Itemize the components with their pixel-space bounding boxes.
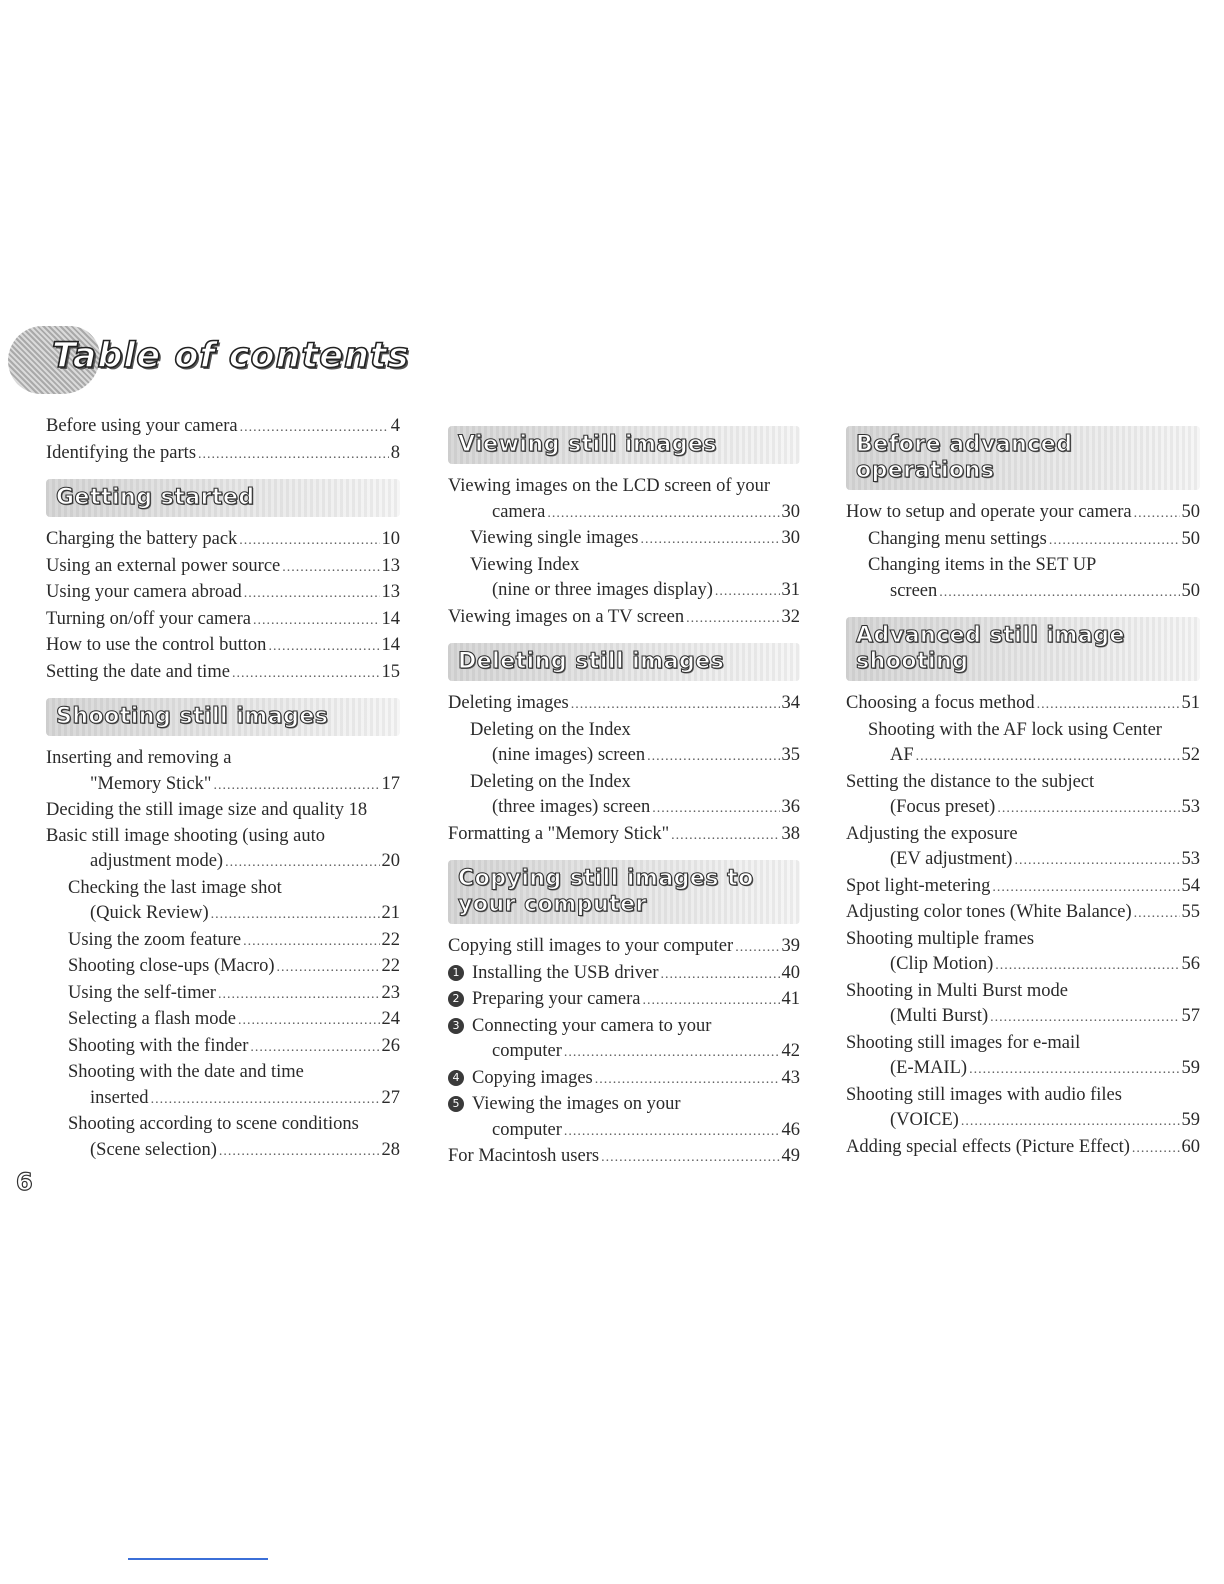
toc-title [6, 322, 426, 402]
toc-entry-title: (three images) screen [492, 797, 651, 817]
toc-entry[interactable] [448, 770, 800, 796]
toc-entry-title: Formatting a "Memory Stick" [448, 823, 670, 844]
dot-leader [564, 1040, 780, 1066]
toc-entry[interactable] [846, 1004, 1200, 1031]
toc-entry-title: Inserting and removing a [46, 748, 232, 768]
toc-entry[interactable] [448, 1066, 800, 1093]
toc-entry-title: Selecting a flash mode [68, 1009, 236, 1029]
toc-entry-title: How to setup and operate your camera [846, 502, 1132, 522]
dot-leader [601, 1145, 779, 1171]
dot-leader [571, 692, 780, 718]
dot-leader [564, 1119, 780, 1145]
section-heading [46, 698, 400, 736]
toc-entry-title: Shooting with the date and time [68, 1062, 304, 1082]
toc-entry-page: 20 [381, 851, 400, 871]
toc-entry[interactable] [46, 746, 400, 772]
toc-entry-title: Installing the USB driver [472, 962, 659, 983]
toc-entry-page: 41 [781, 989, 800, 1009]
toc-entry[interactable] [46, 633, 400, 660]
toc-entry[interactable] [46, 876, 400, 902]
page-number: 6 [16, 1168, 33, 1196]
toc-entry-title: Preparing your camera [472, 989, 641, 1009]
toc-entry-page: 28 [381, 1139, 400, 1160]
toc-entry-title: Charging the battery pack [46, 529, 238, 549]
toc-entry[interactable] [448, 605, 800, 632]
toc-entry-page: 59 [1181, 1058, 1200, 1078]
toc-entry-page: 49 [781, 1146, 800, 1166]
toc-entry-page: 13 [381, 582, 400, 602]
toc-entry-title: (Multi Burst) [890, 1006, 989, 1026]
dot-leader [715, 579, 780, 605]
toc-entry-title: How to use the control button [46, 635, 267, 655]
toc-entry-title: (VOICE) [890, 1110, 959, 1130]
toc-entry-title: (Quick Review) [90, 903, 209, 923]
toc-entry[interactable] [448, 578, 800, 605]
toc-entry-page: 57 [1181, 1006, 1200, 1026]
toc-entry-title: Deleting on the Index [470, 771, 631, 792]
dot-leader [1134, 501, 1180, 527]
toc-entry[interactable] [846, 795, 1200, 822]
toc-entry-title: Viewing images on the LCD screen of your [448, 476, 771, 496]
toc-entry[interactable] [846, 1031, 1200, 1057]
toc-entry-page: 8 [390, 442, 400, 463]
toc-entry-title: Shooting with the AF lock using Center [868, 719, 1162, 740]
dot-leader [595, 1067, 780, 1093]
section-heading [846, 426, 1200, 490]
toc-entry-page: 24 [381, 1009, 400, 1029]
dot-leader [671, 823, 779, 849]
toc-entry-page: 60 [1181, 1136, 1200, 1157]
step-number-badge: 2 [448, 991, 464, 1007]
toc-entry-title: Setting the distance to the subject [846, 771, 1095, 792]
toc-entry[interactable] [46, 772, 400, 799]
section-heading [448, 860, 800, 924]
toc-entry-page: 55 [1181, 902, 1200, 922]
toc-entry[interactable] [448, 934, 800, 961]
toc-entry-title: Copying still images to your computer [448, 936, 734, 956]
toc-entry-page: 23 [381, 982, 400, 1003]
dot-leader [661, 962, 780, 988]
toc-entry-title: Deleting on the Index [470, 719, 631, 740]
toc-entry[interactable] [448, 526, 800, 553]
toc-entry-title: Turning on/off your camera [46, 608, 252, 629]
dot-leader [282, 555, 379, 581]
toc-entry-page: 50 [1181, 502, 1200, 522]
toc-entry[interactable] [846, 770, 1200, 796]
toc-entry[interactable] [448, 822, 800, 849]
toc-entry[interactable] [46, 580, 400, 607]
dot-leader [961, 1109, 1180, 1135]
dot-leader [969, 1057, 1179, 1083]
toc-entry-page: 14 [381, 608, 400, 629]
toc-entry-page: 22 [381, 956, 400, 976]
dot-leader [995, 953, 1179, 979]
toc-entry-title: For Macintosh users [448, 1146, 600, 1166]
toc-entry[interactable] [846, 579, 1200, 606]
footer-rule [128, 1558, 268, 1560]
toc-entry[interactable] [846, 1135, 1200, 1162]
toc-entry[interactable] [448, 1039, 800, 1066]
dot-leader [735, 935, 779, 961]
toc-entry[interactable] [846, 952, 1200, 979]
toc-entry[interactable] [846, 1108, 1200, 1135]
toc-entry-title: inserted [90, 1087, 149, 1108]
toc-entry[interactable] [448, 1144, 800, 1171]
toc-entry[interactable] [448, 1118, 800, 1145]
toc-entry-page: 51 [1181, 693, 1200, 713]
toc-entry-title: Shooting close-ups (Macro) [68, 956, 275, 976]
dot-leader [642, 988, 779, 1014]
toc-entry[interactable] [448, 474, 800, 500]
toc-entry-title: (Focus preset) [890, 797, 996, 817]
section-heading-text: Copying still images to your computer [458, 866, 754, 917]
toc-entry[interactable] [46, 928, 400, 955]
dot-leader [218, 982, 380, 1008]
dot-leader [151, 1087, 380, 1113]
toc-entry-page: 46 [781, 1119, 800, 1140]
section-heading [46, 479, 400, 517]
toc-entry[interactable] [46, 849, 400, 876]
dot-leader [244, 581, 380, 607]
toc-entry-title: Basic still image shooting (using auto [46, 825, 326, 846]
toc-entry-title: Viewing Index [470, 554, 580, 575]
dot-leader [652, 796, 779, 822]
toc-entry[interactable] [46, 824, 400, 850]
dot-leader [1014, 848, 1179, 874]
toc-entry-page: 38 [781, 823, 800, 844]
toc-entry-page: 54 [1181, 875, 1200, 896]
toc-entry-title: Before using your camera [46, 416, 238, 436]
toc-entry[interactable] [846, 979, 1200, 1005]
toc-entry-title: (nine or three images display) [492, 580, 713, 600]
toc-entry-title: Shooting in Multi Burst mode [846, 980, 1069, 1001]
toc-entry-page: 35 [781, 745, 800, 765]
toc-entry-page: 32 [781, 606, 800, 627]
toc-entry-title: screen [890, 580, 938, 601]
toc-entry[interactable] [846, 553, 1200, 579]
dot-leader [1134, 901, 1180, 927]
dot-leader [219, 1139, 380, 1165]
toc-entry[interactable] [448, 795, 800, 822]
toc-entry[interactable] [448, 553, 800, 579]
toc-entry-page: 50 [1181, 528, 1200, 549]
toc-entry[interactable] [46, 981, 400, 1008]
toc-entry-title: "Memory Stick" [90, 773, 212, 794]
toc-entry-page: 31 [781, 580, 800, 600]
toc-entry-title: Viewing the images on your [472, 1094, 681, 1114]
dot-leader [239, 528, 379, 554]
toc-entry-page: 15 [381, 661, 400, 682]
toc-entry-title: (Clip Motion) [890, 954, 994, 974]
section-heading-text: Shooting still images [56, 704, 329, 729]
toc-entry-title: Connecting your camera to your [472, 1015, 712, 1036]
toc-entry-page: 53 [1181, 849, 1200, 869]
toc-entry-title: Using an external power source [46, 555, 281, 576]
toc-entry-title: Deleting images [448, 693, 569, 713]
toc-entry-title: Using the zoom feature [68, 929, 242, 950]
toc-entry-page: 43 [781, 1067, 800, 1088]
toc-entry[interactable] [46, 798, 400, 824]
toc-entry[interactable] [448, 961, 800, 988]
toc-entry-title: Viewing single images [470, 528, 639, 548]
toc-entry-title: computer [492, 1041, 562, 1061]
toc-entry-page: 53 [1181, 797, 1200, 817]
toc-entry-page: 34 [781, 693, 800, 713]
toc-entry-title: Choosing a focus method [846, 693, 1035, 713]
toc-entry-title: Adding special effects (Picture Effect) [846, 1136, 1130, 1157]
toc-entry-title: Shooting still images for e-mail [846, 1032, 1081, 1053]
toc-entry[interactable] [46, 1112, 400, 1138]
toc-entry[interactable] [448, 1092, 800, 1118]
toc-entry[interactable] [46, 954, 400, 981]
toc-entry-page: 27 [381, 1087, 400, 1108]
toc-entry-page: 59 [1181, 1110, 1200, 1130]
dot-leader [939, 580, 1179, 606]
step-number-badge: 3 [448, 1018, 464, 1034]
toc-entry-title: Using the self-timer [68, 982, 216, 1003]
toc-column-1 [46, 414, 400, 1164]
section-heading-text: Deleting still images [458, 649, 725, 674]
toc-entry[interactable] [448, 691, 800, 718]
toc-entry-page: 40 [781, 962, 800, 983]
dot-leader [243, 929, 379, 955]
toc-entry[interactable] [46, 1034, 400, 1061]
dot-leader [268, 634, 379, 660]
dot-leader [240, 415, 389, 441]
toc-entry[interactable] [46, 1060, 400, 1086]
toc-entry-page: 36 [781, 797, 800, 817]
toc-entry-page: 4 [390, 416, 400, 436]
toc-entry-title: Checking the last image shot [68, 877, 282, 898]
section-heading [448, 643, 800, 681]
toc-entry-title: Deciding the still image size and quality 18 [46, 800, 368, 820]
dot-leader [211, 902, 380, 928]
toc-entry-title: Changing menu settings [868, 528, 1047, 549]
toc-entry[interactable] [46, 1007, 400, 1034]
toc-entry-title: Shooting according to scene conditions [68, 1114, 359, 1134]
dot-leader [1037, 692, 1180, 718]
toc-entry[interactable] [46, 554, 400, 581]
toc-entry-title: computer [492, 1119, 562, 1140]
toc-entry[interactable] [846, 1083, 1200, 1109]
toc-entry[interactable] [846, 500, 1200, 527]
toc-entry-title: Using your camera abroad [46, 582, 242, 602]
dot-leader [992, 875, 1179, 901]
toc-entry-title: Spot light-metering [846, 875, 991, 896]
toc-entry-page: 50 [1181, 580, 1200, 601]
dot-leader [990, 1005, 1179, 1031]
toc-entry[interactable] [846, 718, 1200, 744]
dot-leader [640, 527, 779, 553]
toc-entry-page: 22 [381, 929, 400, 950]
section-heading-text: Getting started [56, 485, 255, 510]
dot-leader [213, 773, 379, 799]
dot-leader [997, 796, 1179, 822]
dot-leader [238, 1008, 380, 1034]
section-heading [448, 426, 800, 464]
toc-entry[interactable] [846, 900, 1200, 927]
toc-entry[interactable] [448, 743, 800, 770]
toc-entry[interactable] [448, 1014, 800, 1040]
toc-entry-page: 13 [381, 555, 400, 576]
toc-entry[interactable] [46, 1138, 400, 1165]
toc-entry-page: 52 [1181, 745, 1200, 765]
toc-entry-title: Identifying the parts [46, 442, 197, 463]
toc-entry[interactable] [846, 527, 1200, 554]
toc-entry-title: camera [492, 501, 546, 522]
dot-leader [225, 850, 379, 876]
toc-entry-page: 30 [781, 501, 800, 522]
toc-entry-title: Changing items in the SET UP [868, 555, 1097, 575]
toc-entry-title: (E-MAIL) [890, 1058, 968, 1078]
section-heading [846, 617, 1200, 681]
dot-leader [547, 501, 779, 527]
toc-entry[interactable] [846, 691, 1200, 718]
toc-entry[interactable] [846, 1056, 1200, 1083]
toc-entry[interactable] [846, 743, 1200, 770]
dot-leader [253, 608, 379, 634]
toc-entry-page: 10 [381, 529, 400, 549]
toc-entry-page: 56 [1181, 954, 1200, 974]
toc-entry[interactable] [846, 847, 1200, 874]
toc-column-3 [846, 414, 1200, 1161]
toc-entry-title: Shooting multiple frames [846, 928, 1035, 949]
toc-entry-title: Shooting still images with audio files [846, 1084, 1122, 1105]
toc-entry-title: (Scene selection) [90, 1139, 217, 1160]
toc-entry-page: 14 [381, 635, 400, 655]
toc-entry[interactable] [46, 414, 400, 441]
toc-entry[interactable] [46, 441, 400, 468]
toc-entry[interactable] [846, 874, 1200, 901]
toc-entry[interactable] [46, 1086, 400, 1113]
dot-leader [686, 606, 779, 632]
toc-entry-page: 42 [781, 1041, 800, 1061]
toc-entry-title: Viewing images on a TV screen [448, 606, 685, 627]
dot-leader [232, 661, 380, 687]
toc-entry[interactable] [448, 718, 800, 744]
toc-entry-title: Adjusting color tones (White Balance) [846, 902, 1132, 922]
toc-entry-title: Setting the date and time [46, 661, 230, 682]
toc-entry-title: (nine images) screen [492, 745, 646, 765]
toc-entry-title: AF [890, 745, 914, 765]
toc-entry[interactable] [46, 660, 400, 687]
dot-leader [1132, 1136, 1180, 1162]
toc-entry-page: 26 [381, 1035, 400, 1056]
toc-entry[interactable] [846, 822, 1200, 848]
toc-entry-title: (EV adjustment) [890, 849, 1013, 869]
toc-entry[interactable] [846, 927, 1200, 953]
section-heading-text: Viewing still images [458, 432, 718, 457]
section-heading-text: Advanced still image shooting [856, 623, 1125, 674]
page-title: Table of contents [52, 336, 410, 376]
dot-leader [277, 955, 380, 981]
dot-leader [916, 744, 1180, 770]
toc-entry-title: adjustment mode) [90, 851, 224, 871]
toc-entry[interactable] [46, 607, 400, 634]
step-number-badge: 5 [448, 1096, 464, 1112]
toc-column-2 [448, 414, 800, 1171]
dot-leader [198, 442, 389, 468]
toc-entry[interactable] [448, 500, 800, 527]
dot-leader [647, 744, 779, 770]
toc-entry[interactable] [46, 527, 400, 554]
toc-entry[interactable] [46, 901, 400, 928]
toc-entry[interactable] [448, 987, 800, 1014]
step-number-badge: 4 [448, 1070, 464, 1086]
toc-entry-title: Adjusting the exposure [846, 823, 1018, 844]
toc-entry-title: Shooting with the finder [68, 1035, 249, 1056]
toc-entry-page: 21 [381, 903, 400, 923]
section-heading-text: Before advanced operations [856, 432, 1073, 483]
toc-entry-page: 17 [381, 773, 400, 794]
toc-entry-page: 30 [781, 528, 800, 548]
toc-entry-page: 39 [781, 936, 800, 956]
toc-entry-title: Copying images [472, 1067, 593, 1088]
dot-leader [250, 1035, 379, 1061]
dot-leader [1049, 528, 1180, 554]
step-number-badge: 1 [448, 965, 464, 981]
